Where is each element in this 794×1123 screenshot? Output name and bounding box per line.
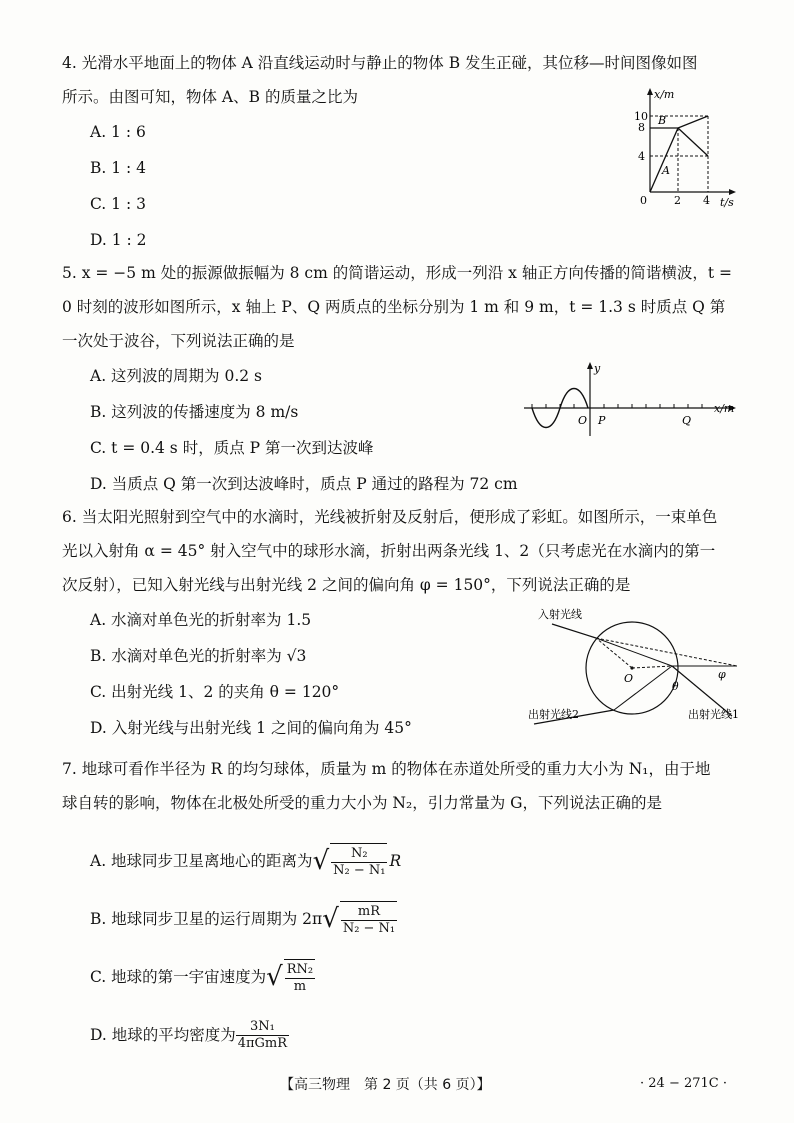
q4-x-tick-2: 2	[674, 194, 681, 207]
q5-option-b: B. 这列波的传播速度为 8 m/s	[90, 403, 299, 421]
q5-point-q-label: Q	[682, 414, 692, 427]
q4-curve-b-label: B	[658, 114, 667, 127]
q6-out1-label: 出射光线1	[688, 708, 739, 721]
q7-option-d-text: D. 地球的平均密度为	[90, 1026, 236, 1044]
q7-stem-line1: 7. 地球可看作半径为 R 的均匀球体，质量为 m 的物体在赤道处所受的重力大小为 N₁，由于地	[62, 760, 711, 778]
question-7	[62, 752, 752, 1064]
q4-option-d: D. 1 : 2	[90, 231, 147, 249]
q5-y-label: y	[594, 362, 601, 375]
q7-stem-line2: 球自转的影响，物体在北极处所受的重力大小为 N₂，引力常量为 G，下列说法正确的是	[62, 794, 663, 812]
q5-stem-line3: 一次处于波谷，下列说法正确的是	[62, 332, 295, 350]
q4-y-label: x/m	[654, 88, 675, 101]
paper-code: · 24 − 271C ·	[640, 1076, 727, 1091]
q6-option-d: D. 入射光线与出射光线 1 之间的偏向角为 45°	[90, 719, 412, 737]
q5-x-label: x/m	[714, 402, 735, 415]
q7-option-c-radicand	[284, 959, 315, 996]
q7-option-c-den: m	[293, 979, 307, 994]
q5-option-c: C. t = 0.4 s 时，质点 P 第一次到达波峰	[90, 439, 374, 457]
q6-option-b: B. 水滴对单色光的折射率为 √3	[90, 647, 307, 665]
q7-option-a-den: N₂ − N₁	[333, 863, 386, 878]
q4-y-tick-4: 4	[638, 150, 645, 163]
sqrt-icon: √	[266, 962, 283, 992]
q5-origin-label: O	[578, 414, 588, 427]
q7-option-b-num: mR	[341, 904, 397, 921]
q6-option-c: C. 出射光线 1、2 的夹角 θ = 120°	[90, 683, 340, 701]
q6-theta-label: θ	[672, 680, 679, 693]
q5-stem-line2: 0 时刻的波形如图所示，x 轴上 P、Q 两质点的坐标分别为 1 m 和 9 m，t = 1.3 s 时质点 Q 第	[62, 298, 726, 316]
q7-option-c-text: C. 地球的第一宇宙速度为	[90, 968, 267, 986]
q7-option-b-text: B. 地球同步卫星的运行周期为 2π	[90, 910, 323, 928]
q4-curve-a-label: A	[662, 164, 670, 177]
q5-stem-line1: 5. x = −5 m 处的振源做振幅为 8 cm 的简谐运动，形成一列沿 x 轴正方向传播的简谐横波，t =	[62, 264, 732, 282]
q4-option-c: C. 1 : 3	[90, 195, 146, 213]
q6-stem-line1: 6. 当太阳光照射到空气中的水滴时，光线被折射及反射后，便形成了彩虹。如图所示，一束单色	[62, 508, 718, 526]
q7-option-d	[62, 1006, 752, 1064]
q4-x-label: t/s	[720, 196, 734, 208]
q6-incident-label: 入射光线	[538, 608, 582, 621]
q4-xt-graph	[628, 86, 748, 212]
sqrt-icon: √	[322, 904, 339, 934]
q6-stem-line2: 光以入射角 α = 45° 射入空气中的球形水滴，折射出两条光线 1、2（只考虑光在水滴内的第一	[62, 542, 716, 560]
q4-y-tick-8: 8	[638, 121, 645, 134]
q4-option-b: B. 1 : 4	[90, 159, 147, 177]
q4-stem-line2: 所示。由图可知，物体 A、B 的质量之比为	[62, 88, 358, 106]
q7-option-b-den: N₂ − N₁	[342, 921, 396, 936]
q7-option-b	[62, 890, 752, 948]
q6-center-label: O	[624, 672, 634, 685]
q4-y-tick-10: 10	[634, 110, 648, 123]
q6-phi-label: φ	[718, 668, 726, 681]
q7-option-c	[62, 948, 752, 1006]
q7-option-b-radicand	[340, 901, 397, 938]
q7-option-a-text: A. 地球同步卫星离地心的距离为	[90, 852, 313, 870]
q7-option-c-num: RN₂	[286, 962, 314, 977]
q7-option-a-num: N₂	[331, 846, 387, 863]
q6-raindrop-diagram	[522, 606, 762, 740]
q7-option-d-fraction	[236, 1019, 289, 1052]
q7-option-a-radicand	[330, 843, 387, 880]
sqrt-icon: √	[312, 846, 330, 876]
q6-option-a: A. 水滴对单色光的折射率为 1.5	[90, 611, 312, 629]
page-footer: 【高三物理 第 2 页（共 6 页）】	[280, 1077, 491, 1093]
q4-x-tick-0: 0	[640, 194, 647, 207]
q5-point-p-label: P	[598, 414, 606, 427]
q5-option-a: A. 这列波的周期为 0.2 s	[90, 367, 263, 385]
q5-wave-graph	[518, 360, 748, 444]
q4-stem-line1: 4. 光滑水平地面上的物体 A 沿直线运动时与静止的物体 B 发生正碰，其位移—时间图像如图	[62, 54, 698, 72]
q7-option-a-tail: R	[389, 852, 402, 870]
q4-option-a: A. 1 : 6	[90, 123, 146, 141]
q6-stem-line3: 次反射），已知入射光线与出射光线 2 之间的偏向角 φ = 150°，下列说法正确的是	[62, 576, 631, 594]
q5-option-d: D. 当质点 Q 第一次到达波峰时，质点 P 通过的路程为 72 cm	[90, 475, 518, 493]
q7-option-a	[62, 832, 752, 890]
q6-out2-label: 出射光线2	[528, 708, 579, 721]
q7-option-d-den: 4πGmR	[237, 1035, 288, 1051]
q7-option-d-num: 3N₁	[236, 1019, 289, 1036]
q4-x-tick-4: 4	[703, 194, 710, 207]
